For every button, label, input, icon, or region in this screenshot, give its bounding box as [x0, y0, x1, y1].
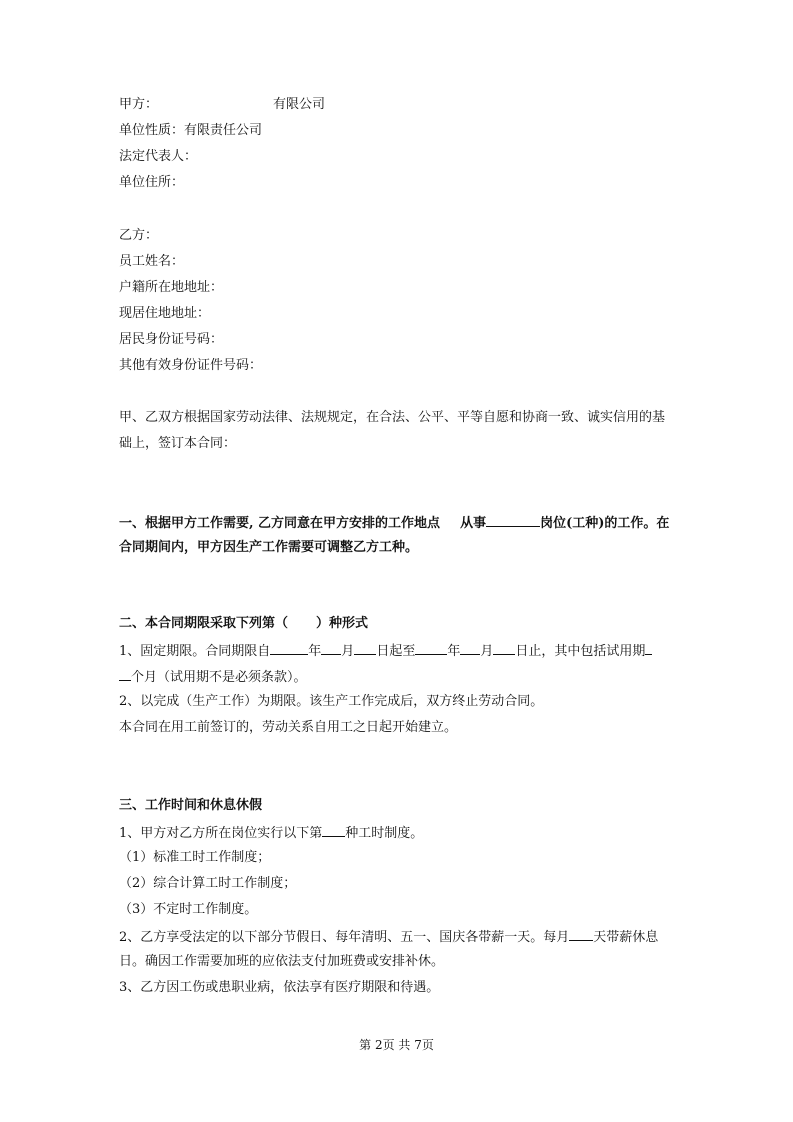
section-1-line-1	[119, 514, 669, 532]
work-hour-system-blank	[322, 824, 345, 837]
preamble-line-1: 甲、乙双方根据国家劳动法律、法规规定，在合法、公平、平等自愿和协商一致、诚实信用的基	[119, 410, 666, 425]
item1-text-3: 月	[341, 644, 355, 659]
page-footer: 第 2页 共 7页	[359, 1038, 434, 1052]
section-1-text-3: 岗位(工种)的工作。在	[540, 516, 670, 531]
section-2-heading	[119, 616, 368, 632]
section-3-item-1	[119, 824, 423, 842]
section-3-item-2-text-1: 2、乙方享受法定的以下部分节假日、每年清明、五一、国庆各带薪一天。每月	[119, 930, 570, 945]
party-a-company-suffix: 有限公司	[273, 97, 326, 112]
party-b-label: 乙方：	[119, 228, 159, 243]
item1-line2-text: 个月（试用期不是必须条款）。	[131, 670, 307, 685]
item1-text-2: 年	[308, 644, 322, 659]
end-month-blank	[460, 642, 480, 655]
party-a-address: 单位住所：	[119, 175, 185, 190]
item1-text-1: 1、固定期限。合同期限自	[119, 644, 271, 659]
item1-text-4: 日起至	[376, 644, 416, 659]
section-3-item-1-text-1: 1、甲方对乙方所在岗位实行以下第	[119, 826, 323, 841]
start-year-blank	[270, 642, 308, 655]
end-day-blank	[493, 642, 515, 655]
item1-text-7: 日止，其中包括试用期	[515, 644, 646, 659]
party-b-current-address: 现居住地地址：	[119, 306, 211, 321]
section-3-item-2-line-2: 日。确因工作需要加班的应依法支付加班费或安排补休。	[119, 954, 445, 969]
section-3-item-2-text-2: 天带薪休息	[593, 930, 659, 945]
party-a-legal-rep: 法定代表人：	[119, 149, 198, 164]
party-a-nature: 单位性质：有限责任公司	[119, 123, 263, 138]
position-blank	[486, 514, 540, 527]
probation-blank-end	[119, 668, 131, 681]
section-1-line-2: 合同期间内，甲方因生产工作需要可调整乙方工种。	[119, 540, 419, 555]
preamble-line-2: 础上，签订本合同：	[119, 436, 237, 451]
party-a-label: 甲方：	[119, 97, 159, 112]
monthly-rest-days-blank	[569, 928, 593, 941]
section-2-heading-text-1: 二、本合同期限采取下列第（	[119, 616, 289, 631]
section-2-heading-text-2: ）种形式	[316, 616, 369, 631]
section-1-text-2: 从事	[460, 516, 487, 531]
item1-text-6: 月	[480, 644, 494, 659]
party-b-name: 员工姓名：	[119, 254, 185, 269]
party-b-other-id: 其他有效身份证件号码：	[119, 358, 263, 373]
party-a-line	[119, 97, 325, 113]
section-1-text-1: 一、根据甲方工作需要, 乙方同意在甲方安排的工作地点	[119, 516, 441, 531]
section-3-option-2: （2）综合计算工时工作制度；	[119, 876, 297, 891]
section-3-option-1: （1）标准工时工作制度；	[119, 850, 271, 865]
start-month-blank	[321, 642, 341, 655]
section-3-item-3: 3、乙方因工伤或患职业病，依法享有医疗期限和待遇。	[119, 980, 440, 995]
start-day-blank	[354, 642, 376, 655]
probation-blank-start	[645, 642, 652, 655]
party-b-household-address: 户籍所在地地址：	[119, 280, 224, 295]
party-b-id-number: 居民身份证号码：	[119, 332, 224, 347]
section-2-item-1-line-2	[119, 668, 307, 686]
section-2-item-2: 2、以完成（生产工作）为期限。该生产工作完成后，双方终止劳动合同。	[119, 694, 544, 709]
item1-text-5: 年	[447, 644, 461, 659]
section-3-item-1-text-2: 种工时制度。	[345, 826, 424, 841]
section-2-note: 本合同在用工前签订的，劳动关系自用工之日起开始建立。	[119, 720, 458, 735]
section-3-heading: 三、工作时间和休息休假	[119, 798, 263, 813]
section-3-item-2	[119, 928, 658, 946]
section-2-item-1	[119, 642, 652, 660]
section-3-option-3: （3）不定时工作制度。	[119, 902, 258, 917]
end-year-blank	[415, 642, 447, 655]
